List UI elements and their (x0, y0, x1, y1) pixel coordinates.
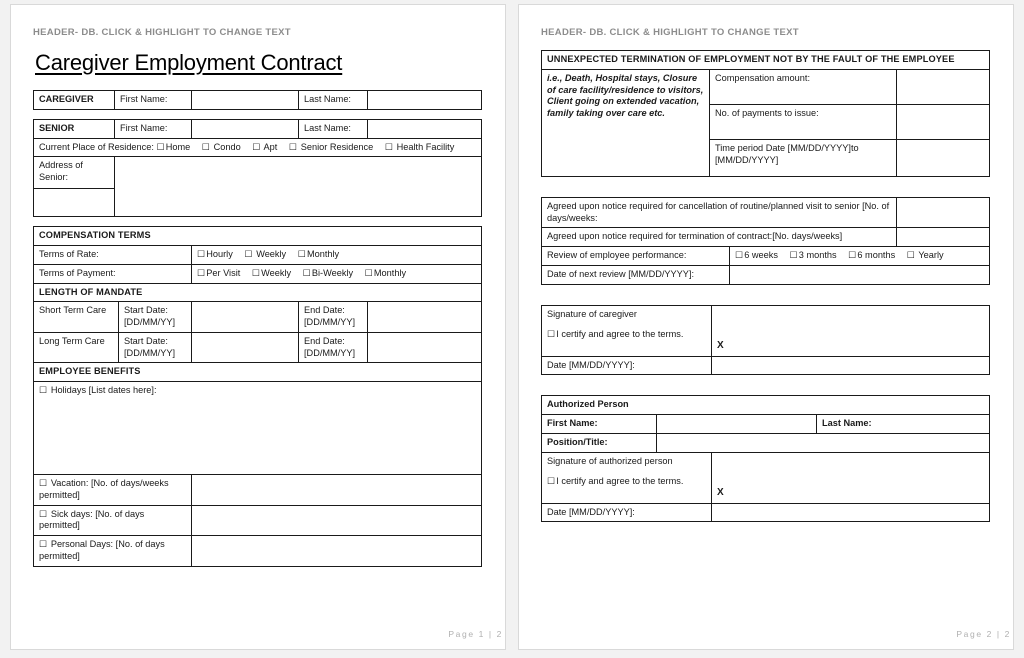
long-term-end-date-label: End Date: [DD/MM/YY] (299, 332, 368, 363)
table-row (542, 396, 990, 415)
terms-of-payment-label: Terms of Payment: (34, 264, 192, 283)
checkbox-icon[interactable]: ☐ (547, 476, 556, 487)
payment-option-per-visit[interactable] (197, 268, 240, 280)
table-row (34, 332, 482, 363)
notice-table (541, 197, 990, 285)
table-row (542, 197, 990, 228)
terms-of-rate-options (192, 246, 482, 265)
authorized-position-label: Position/Title: (542, 433, 657, 452)
option-label: Bi-Weekly (311, 267, 354, 278)
termination-notice-label: Agreed upon notice required for termination of contract:[No. days/weeks] (542, 228, 897, 247)
option-label: Senior Residence (300, 141, 374, 152)
checkbox-icon[interactable]: ☐ (297, 249, 306, 260)
document-page-2 (518, 4, 1014, 650)
address-of-senior-spacer (34, 189, 115, 217)
authorized-position-input[interactable] (657, 433, 990, 452)
payment-option-bi-weekly[interactable] (303, 268, 353, 280)
cancellation-notice-input[interactable] (897, 197, 990, 228)
authorized-first-name-label: First Name: (542, 415, 657, 434)
page-footer-2: Page 2 | 2 (956, 629, 1011, 639)
authorized-person-table (541, 395, 990, 522)
table-row (542, 305, 990, 356)
option-label: 6 weeks (744, 250, 778, 261)
checkbox-icon[interactable]: ☐ (39, 508, 48, 519)
option-label: Condo (213, 141, 241, 152)
senior-last-name-label: Last Name: (299, 119, 368, 138)
vacation-input[interactable] (192, 475, 482, 506)
compensation-table (33, 226, 482, 566)
page-header-2: HEADER- DB. CLICK & HIGHLIGHT TO CHANGE TEXT (541, 27, 799, 38)
table-row (542, 503, 990, 522)
terms-of-payment-options (192, 264, 482, 283)
residence-option-health-facility[interactable] (385, 142, 455, 154)
authorized-signature-title: Signature of authorized person (547, 455, 673, 466)
table-row (34, 91, 482, 110)
checkbox-icon[interactable]: ☐ (197, 249, 206, 260)
checkbox-icon[interactable]: ☐ (848, 250, 857, 261)
authorized-signature-label-cell (542, 452, 712, 503)
holidays-cell[interactable] (34, 382, 482, 475)
table-row (34, 475, 482, 506)
checkbox-icon[interactable]: ☐ (789, 250, 798, 261)
checkbox-icon[interactable]: ☐ (39, 539, 48, 550)
checkbox-icon[interactable]: ☐ (364, 267, 373, 278)
long-term-start-date-label: Start Date:[DD/MM/YY] (119, 332, 192, 363)
mandate-section-title: LENGTH OF MANDATE (34, 283, 482, 302)
next-review-date-input[interactable] (730, 265, 990, 284)
next-review-date-label: Date of next review [MM/DD/YYYY]: (542, 265, 730, 284)
time-period-input[interactable] (897, 139, 990, 176)
caregiver-last-name-label: Last Name: (299, 91, 368, 110)
table-row (34, 382, 482, 475)
terms-of-rate-label: Terms of Rate: (34, 246, 192, 265)
page-footer-1: Page 1 | 2 (448, 629, 503, 639)
review-option-6-weeks[interactable] (735, 250, 778, 262)
authorized-certify-row[interactable] (547, 476, 706, 488)
caregiver-signature-input[interactable] (712, 305, 990, 356)
option-label: Per Visit (206, 267, 241, 278)
address-of-senior-input[interactable] (115, 157, 482, 217)
vacation-label: Vacation: [No. of days/weeks permitted] (39, 478, 169, 500)
checkbox-icon[interactable]: ☐ (244, 249, 253, 260)
checkbox-icon[interactable]: ☐ (251, 267, 261, 278)
table-row (34, 246, 482, 265)
short-term-end-date-input[interactable] (368, 302, 482, 333)
table-row (34, 227, 482, 246)
senior-last-name-input[interactable] (368, 119, 482, 138)
option-label: Weekly (261, 267, 292, 278)
caregiver-table (33, 90, 482, 110)
long-term-start-date-input[interactable] (192, 332, 299, 363)
termination-table (541, 50, 990, 177)
sick-days-label-cell[interactable] (34, 505, 192, 536)
rate-option-weekly[interactable] (244, 249, 286, 261)
no-of-payments-input[interactable] (897, 104, 990, 139)
table-row (34, 302, 482, 333)
senior-first-name-label: First Name: (115, 119, 192, 138)
table-row (34, 536, 482, 567)
personal-days-label-cell[interactable] (34, 536, 192, 567)
caregiver-signature-title: Signature of caregiver (547, 308, 637, 319)
compensation-amount-input[interactable] (897, 69, 990, 104)
table-row (542, 265, 990, 284)
caregiver-certify-label: I certify and agree to the terms. (556, 329, 684, 340)
option-label: Apt (263, 141, 278, 152)
table-row (34, 363, 482, 382)
checkbox-icon[interactable]: ☐ (288, 141, 298, 152)
checkbox-icon[interactable]: ☐ (906, 250, 915, 261)
table-row (34, 138, 482, 157)
authorized-last-name-cell (817, 415, 990, 434)
caregiver-date-input[interactable] (712, 356, 990, 375)
long-term-end-date-input[interactable] (368, 332, 482, 363)
residence-option-apt[interactable] (252, 142, 277, 154)
termination-notice-input[interactable] (897, 228, 990, 247)
short-term-start-date-input[interactable] (192, 302, 299, 333)
table-row (542, 51, 990, 70)
short-term-end-date-label: End Date: [DD/MM/YY] (299, 302, 368, 333)
checkbox-icon[interactable]: ☐ (156, 141, 165, 152)
page-header-1: HEADER- DB. CLICK & HIGHLIGHT TO CHANGE TEXT (33, 27, 291, 38)
payment-option-weekly[interactable] (252, 268, 291, 280)
time-period-label: Time period Date [MM/DD/YYYY]to [MM/DD/YYYY] (710, 139, 897, 176)
table-row (34, 264, 482, 283)
caregiver-last-name-input[interactable] (368, 91, 482, 110)
checkbox-icon[interactable]: ☐ (547, 329, 556, 340)
mandate-type-long-term: Long Term Care (34, 332, 119, 363)
option-label: Hourly (206, 249, 233, 260)
review-option-yearly[interactable] (907, 250, 944, 262)
checkbox-icon[interactable]: ☐ (384, 141, 394, 152)
checkbox-icon[interactable]: ☐ (302, 267, 311, 278)
table-row (542, 433, 990, 452)
residence-options-cell (34, 138, 482, 157)
short-term-start-date-label: Start Date:[DD/MM/YY] (119, 302, 192, 333)
table-row (34, 505, 482, 536)
table-row (34, 157, 482, 189)
review-performance-options (730, 247, 990, 266)
authorized-first-name-input[interactable] (657, 415, 817, 434)
checkbox-icon[interactable]: ☐ (39, 478, 48, 489)
option-label: Health Facility (396, 141, 455, 152)
table-row (34, 119, 482, 138)
rate-option-monthly[interactable] (298, 249, 339, 261)
compensation-section-title: COMPENSATION TERMS (34, 227, 482, 246)
termination-section-title: UNNEXPECTED TERMINATION OF EMPLOYMENT NOT BY THE FAULT OF THE EMPLOYEE (542, 51, 990, 70)
authorized-section-title: Authorized Person (542, 396, 990, 415)
personal-days-label: Personal Days: [No. of days permitted] (39, 539, 165, 562)
sick-days-input[interactable] (192, 505, 482, 536)
option-label: Yearly (918, 250, 944, 261)
table-row (542, 452, 990, 503)
table-row (542, 356, 990, 375)
caregiver-date-label: Date [MM/DD/YYYY]: (542, 356, 712, 375)
residence-option-home[interactable] (156, 142, 190, 154)
table-row (542, 69, 990, 104)
document-page-1 (10, 4, 506, 650)
checkbox-icon[interactable]: ☐ (735, 250, 744, 261)
holidays-label: Holidays [List dates here]: (50, 385, 157, 396)
address-of-senior-label: Address of Senior: (34, 157, 115, 189)
table-row (542, 228, 990, 247)
no-of-payments-label: No. of payments to issue: (710, 104, 897, 139)
mandate-type-short-term: Short Term Care (34, 302, 119, 333)
caregiver-signature-label-cell (542, 305, 712, 356)
signature-x-mark: X (717, 339, 724, 351)
sick-days-label: Sick days: [No. of days permitted] (39, 508, 145, 531)
cancellation-notice-label: Agreed upon notice required for cancellation of routine/planned visit to senior [No. of days/weeks: (542, 197, 897, 228)
senior-first-name-input[interactable] (192, 119, 299, 138)
authorized-date-label: Date [MM/DD/YYYY]: (542, 503, 712, 522)
payment-option-monthly[interactable] (365, 268, 406, 280)
option-label: Weekly (256, 249, 287, 260)
termination-examples: i.e., Death, Hospital stays, Closure of care facility/residence to visitors, Client going on extended vacation, family taking over care etc. (542, 69, 710, 176)
checkbox-icon[interactable]: ☐ (201, 141, 211, 152)
caregiver-first-name-input[interactable] (192, 91, 299, 110)
personal-days-input[interactable] (192, 536, 482, 567)
caregiver-role-label: CAREGIVER (34, 91, 115, 110)
rate-option-hourly[interactable] (197, 249, 233, 261)
residence-label: Current Place of Residence: (39, 141, 154, 152)
residence-option-senior-residence[interactable] (289, 142, 373, 154)
review-option-3-months[interactable] (790, 250, 837, 262)
senior-table (33, 119, 482, 218)
benefits-section-title: EMPLOYEE BENEFITS (34, 363, 482, 382)
option-label: Monthly (306, 249, 340, 260)
review-option-6-months[interactable] (848, 250, 895, 262)
review-performance-label: Review of employee performance: (542, 247, 730, 266)
caregiver-certify-row[interactable] (547, 329, 706, 341)
compensation-amount-label: Compensation amount: (710, 69, 897, 104)
page-title: Caregiver Employment Contract (35, 50, 343, 75)
option-label: Monthly (373, 267, 407, 278)
table-row (542, 415, 990, 434)
authorized-date-input[interactable] (712, 503, 990, 522)
caregiver-first-name-label: First Name: (115, 91, 192, 110)
authorized-certify-label: I certify and agree to the terms. (556, 476, 684, 487)
caregiver-signature-table (541, 305, 990, 376)
authorized-last-name-label: Last Name: (822, 418, 872, 429)
checkbox-icon[interactable]: ☐ (39, 385, 48, 396)
option-label: 3 months (798, 250, 837, 261)
residence-option-condo[interactable] (202, 142, 241, 154)
authorized-signature-input[interactable] (712, 452, 990, 503)
senior-role-label: SENIOR (34, 119, 115, 138)
vacation-label-cell[interactable] (34, 475, 192, 506)
checkbox-icon[interactable]: ☐ (252, 141, 261, 152)
option-label: 6 months (857, 250, 896, 261)
table-row (542, 247, 990, 266)
table-row (34, 283, 482, 302)
checkbox-icon[interactable]: ☐ (197, 267, 206, 278)
option-label: Home (165, 141, 191, 152)
signature-x-mark: X (717, 486, 724, 498)
